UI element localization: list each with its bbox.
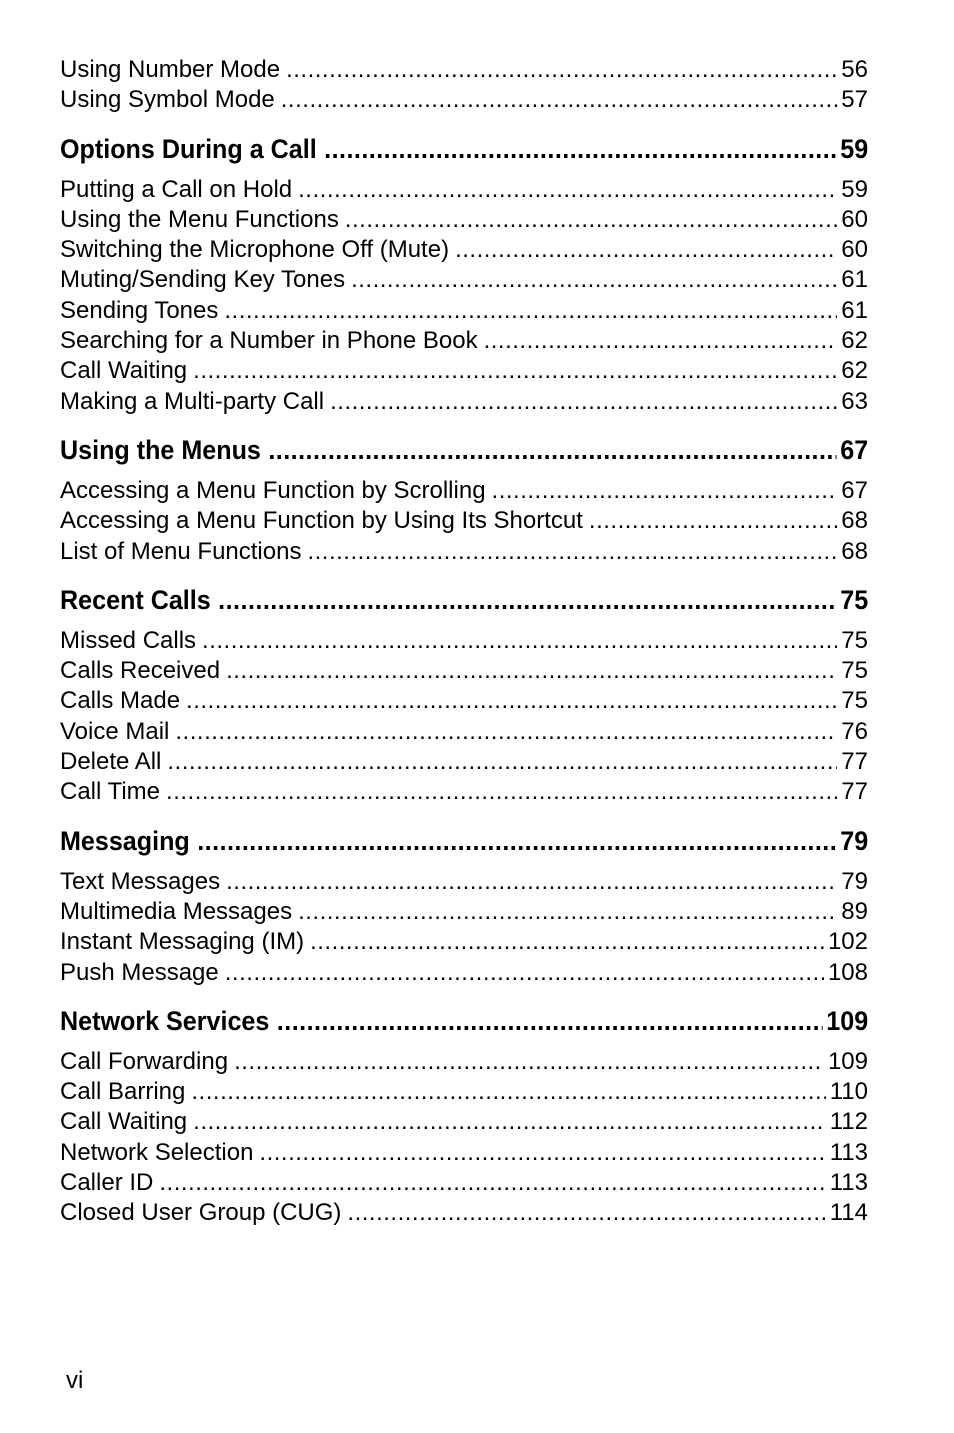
toc-entry[interactable] — [60, 357, 868, 387]
section-title: Options During a Call — [60, 133, 317, 164]
dot-leader — [298, 176, 837, 204]
toc-entry[interactable] — [60, 959, 868, 989]
toc-entry[interactable] — [60, 1169, 868, 1199]
toc-entry-title: Voice Mail — [60, 717, 170, 745]
toc-entry-page: 56 — [841, 56, 868, 83]
toc-entry-page: 76 — [841, 717, 868, 745]
dot-leader — [330, 388, 837, 416]
toc-entry-title: Accessing a Menu Function by Using Its Shortcut — [60, 507, 583, 535]
toc-entry-page: 112 — [829, 1108, 868, 1136]
dot-leader — [286, 56, 837, 84]
toc-entry[interactable] — [60, 1199, 868, 1229]
toc-entry-title: Closed User Group (CUG) — [60, 1199, 342, 1227]
toc-entry-page: 67 — [841, 476, 868, 504]
dot-leader — [307, 538, 837, 566]
toc-entry-page: 57 — [841, 86, 868, 114]
dot-leader — [345, 206, 837, 234]
dot-leader — [310, 928, 824, 956]
dot-leader — [224, 297, 837, 325]
toc-entry[interactable] — [60, 627, 868, 657]
dot-leader — [225, 959, 824, 987]
toc-entry-page: 108 — [827, 958, 868, 986]
toc-entry-title: Making a Multi-party Call — [60, 387, 325, 415]
toc-section-heading[interactable] — [60, 134, 868, 172]
section-page: 79 — [840, 825, 869, 856]
dot-leader — [492, 477, 838, 505]
dot-leader — [259, 1139, 825, 1167]
toc-entry-page: 89 — [841, 897, 868, 925]
toc-entry-page: 77 — [841, 778, 868, 806]
toc-entry-title: Push Message — [60, 958, 219, 986]
dot-leader — [281, 86, 838, 114]
toc-entry-title: Network Selection — [60, 1138, 254, 1166]
dot-leader — [484, 327, 838, 355]
toc-entry-page: 114 — [829, 1199, 868, 1227]
toc-entry[interactable] — [60, 1108, 868, 1138]
toc-entry[interactable] — [60, 718, 868, 748]
toc-entry-title: Instant Messaging (IM) — [60, 928, 305, 956]
toc-entry-title: List of Menu Functions — [60, 537, 302, 565]
toc-entry-title: Accessing a Menu Function by Scrolling — [60, 476, 486, 504]
dot-leader — [218, 585, 836, 616]
dot-leader — [191, 1078, 825, 1106]
toc-entry-page: 63 — [841, 387, 868, 415]
dot-leader — [298, 898, 837, 926]
dot-leader — [226, 657, 837, 685]
toc-entry[interactable] — [60, 898, 868, 928]
toc-entry[interactable] — [60, 388, 868, 418]
toc-entry-page: 113 — [829, 1138, 868, 1166]
toc-entry[interactable] — [60, 266, 868, 296]
toc-entry-title: Text Messages — [60, 867, 221, 895]
toc-entry-title: Using Symbol Mode — [60, 86, 275, 114]
toc-entry[interactable] — [60, 1139, 868, 1169]
toc-entry[interactable] — [60, 297, 868, 327]
toc-entry-page: 75 — [841, 626, 868, 654]
toc-entry-title: Sending Tones — [60, 296, 219, 324]
toc-entry-title: Switching the Microphone Off (Mute) — [60, 236, 450, 264]
toc-entry-title: Caller ID — [60, 1169, 154, 1197]
dot-leader — [347, 1199, 825, 1227]
toc-entry-page: 60 — [841, 205, 868, 233]
toc-entry-page: 113 — [829, 1169, 868, 1197]
toc-entry-title: Calls Received — [60, 657, 221, 685]
toc-entry[interactable] — [60, 327, 868, 357]
dot-leader — [193, 1108, 826, 1136]
section-title: Recent Calls — [60, 584, 211, 615]
page-number: vi — [66, 1367, 84, 1394]
toc-entry-title: Calls Made — [60, 687, 181, 715]
section-page: 67 — [840, 434, 869, 465]
section-title: Using the Menus — [60, 434, 261, 465]
dot-leader — [186, 687, 837, 715]
toc-entry-page: 61 — [841, 296, 868, 324]
dot-leader — [159, 1169, 825, 1197]
toc-entry[interactable] — [60, 1048, 868, 1078]
dot-leader — [193, 357, 837, 385]
toc-entry-page: 62 — [841, 327, 868, 355]
dot-leader — [455, 236, 837, 264]
toc-entry-title: Multimedia Messages — [60, 897, 293, 925]
toc-entry-page: 77 — [841, 748, 868, 776]
toc-entry-title: Delete All — [60, 748, 162, 776]
toc-entry[interactable] — [60, 56, 868, 86]
toc-entry[interactable] — [60, 657, 868, 687]
toc-entry-title: Searching for a Number in Phone Book — [60, 327, 478, 355]
toc-entry-page: 62 — [841, 357, 868, 385]
dot-leader — [277, 1006, 823, 1037]
toc-entry-page: 68 — [841, 507, 868, 535]
dot-leader — [234, 1048, 824, 1076]
dot-leader — [324, 134, 836, 165]
section-page: 75 — [840, 584, 869, 615]
dot-leader — [351, 266, 837, 294]
dot-leader — [175, 718, 837, 746]
toc-entry-title: Muting/Sending Key Tones — [60, 266, 346, 294]
toc-entry[interactable] — [60, 748, 868, 778]
toc-entry[interactable] — [60, 507, 868, 537]
toc-entry-title: Putting a Call on Hold — [60, 175, 293, 203]
toc-entry-page: 61 — [841, 266, 868, 294]
toc-entry-title: Using Number Mode — [60, 56, 281, 83]
toc-entry[interactable] — [60, 86, 868, 116]
toc-entry[interactable] — [60, 176, 868, 206]
toc-entry-page: 109 — [827, 1047, 868, 1075]
toc-entry-page: 60 — [841, 236, 868, 264]
toc-entry[interactable] — [60, 206, 868, 236]
toc-entry-page: 68 — [841, 537, 868, 565]
dot-leader — [226, 868, 837, 896]
toc-entry-page: 110 — [829, 1078, 868, 1106]
toc-entry-title: Call Forwarding — [60, 1047, 229, 1075]
dot-leader — [202, 627, 837, 655]
toc-entry-title: Call Waiting — [60, 1108, 188, 1136]
toc-entry-title: Call Time — [60, 778, 161, 806]
toc-entry[interactable] — [60, 868, 868, 898]
toc-entry-title: Call Waiting — [60, 357, 188, 385]
toc-entry[interactable] — [60, 928, 868, 958]
toc-entry-title: Missed Calls — [60, 626, 197, 654]
dot-leader — [589, 507, 837, 535]
toc-entry[interactable] — [60, 477, 868, 507]
toc-entry[interactable] — [60, 687, 868, 717]
toc-section-heading[interactable] — [60, 435, 868, 473]
toc-entry[interactable] — [60, 1078, 868, 1108]
dot-leader — [268, 435, 836, 466]
section-title: Network Services — [60, 1005, 270, 1036]
toc-entry-page: 75 — [841, 687, 868, 715]
section-title: Messaging — [60, 825, 190, 856]
toc-section-heading[interactable] — [60, 826, 868, 864]
dot-leader — [166, 778, 837, 806]
toc-entry-page: 59 — [841, 175, 868, 203]
toc-entry-title: Using the Menu Functions — [60, 205, 339, 233]
section-page: 109 — [826, 1005, 869, 1036]
dot-leader — [167, 748, 837, 776]
toc-entry[interactable] — [60, 538, 868, 568]
toc-entry-page: 79 — [841, 867, 868, 895]
toc-entry[interactable] — [60, 236, 868, 266]
dot-leader — [197, 826, 836, 857]
toc-entry[interactable] — [60, 778, 868, 808]
section-page: 59 — [840, 133, 869, 164]
table-of-contents — [60, 56, 868, 1230]
toc-entry-title: Call Barring — [60, 1078, 186, 1106]
toc-entry-page: 75 — [841, 657, 868, 685]
toc-section-heading[interactable] — [60, 1006, 868, 1044]
toc-section-heading[interactable] — [60, 585, 868, 623]
toc-entry-page: 102 — [827, 928, 868, 956]
